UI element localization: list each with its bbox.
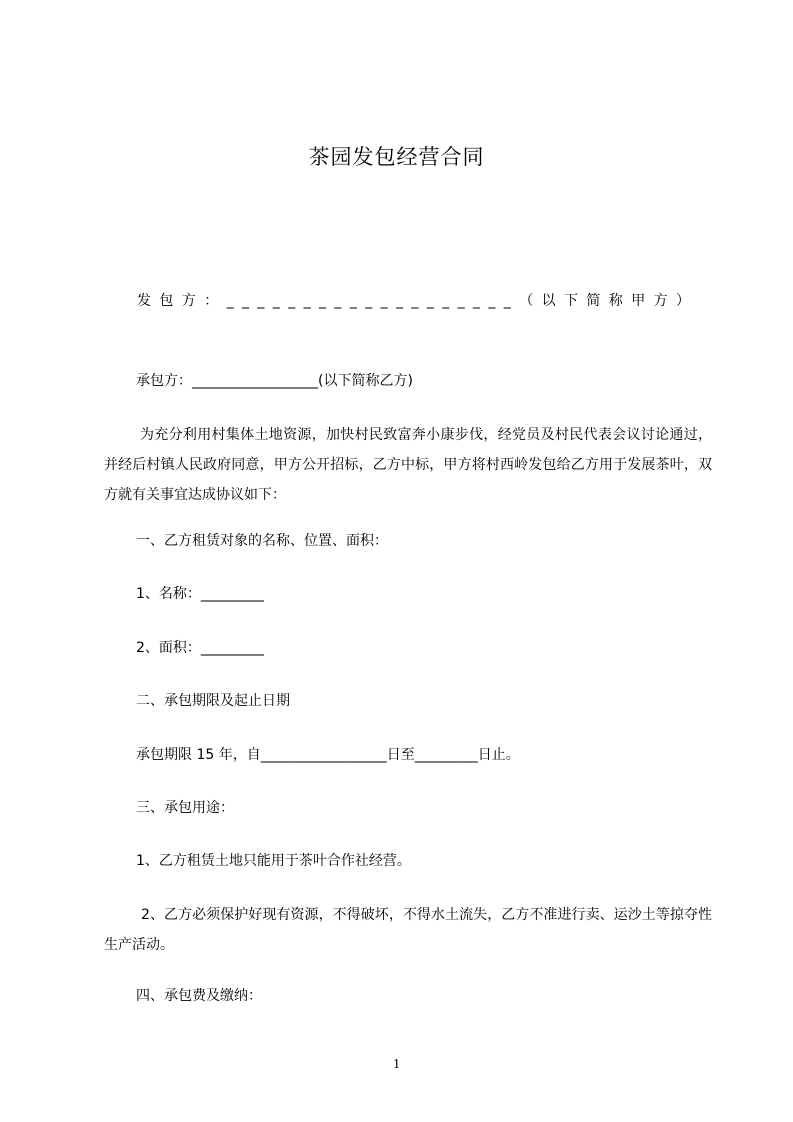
section-4-heading: 四、承包费及缴纳：: [136, 988, 262, 1004]
use-item-2: 2、乙方必须保护好现有资源，不得破坏，不得水土流失，乙方不准进行卖、运沙土等掠夺性生产活动。: [104, 907, 712, 953]
use-item-1: 1、乙方租赁土地只能用于茶叶合作社经营。: [136, 853, 411, 869]
section-2-heading: 二、承包期限及起止日期: [136, 693, 290, 709]
preamble-paragraph: 为充分利用村集体土地资源，加快村民致富奔小康步伐，经党员及村民代表会议讨论通过，并经后村镇人民政府同意，甲方公开招标，乙方中标，甲方将村西岭发包给乙方用于发展茶叶，双方就有关事宜达成协议如下：: [104, 427, 712, 503]
party-b-line: 承包方：__________________(以下简称乙方): [136, 373, 413, 389]
item-area-line: 2、面积：_________: [136, 640, 264, 656]
section-1-heading: 一、乙方租赁对象的名称、位置、面积：: [136, 533, 388, 549]
term-line: 承包期限 15 年，自__________________日至_________日止。: [136, 747, 520, 763]
page-number: 1: [393, 1057, 400, 1072]
section-3-heading: 三、承包用途：: [136, 800, 234, 816]
party-a-line: 发包方：___________________（以下简称甲方）: [137, 293, 699, 309]
document-title: 茶园发包经营合同: [308, 145, 485, 169]
item-name-line: 1、名称：_________: [136, 586, 264, 602]
